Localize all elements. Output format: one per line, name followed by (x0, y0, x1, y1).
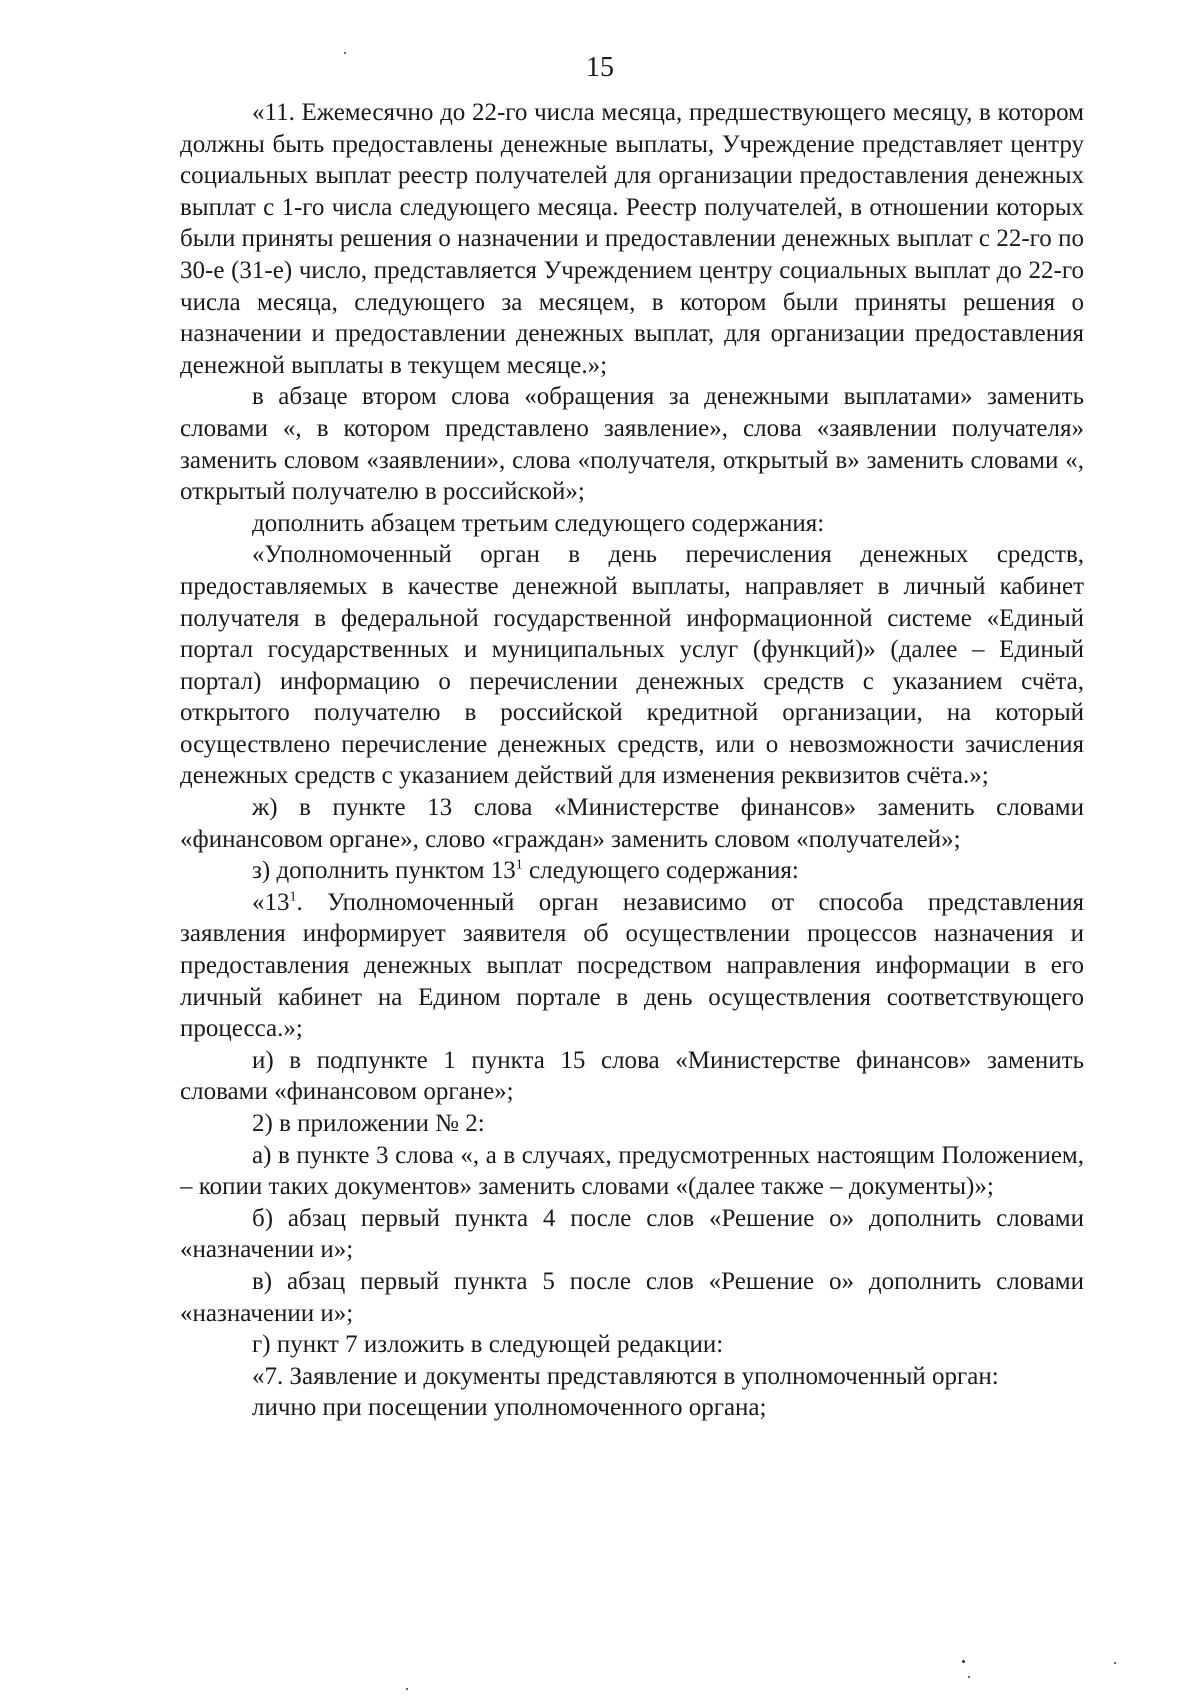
paragraph-v: в) абзац первый пункта 5 после слов «Решение о» дополнить словами «назначении и»; (180, 1267, 1084, 1327)
paragraph-z-before: з) дополнить пунктом 13 (252, 857, 516, 885)
paragraph-abzac-vtorom: в абзаце втором слова «обращения за денежными выплатами» заменить словами «, в котором представлено заявление», слова «заявлении получателя» заменить словом «заявлении», слова «получателя, открытый в» заменить словами «, открытый получателю в российской»; (180, 383, 1084, 506)
scan-speck (406, 1688, 408, 1690)
paragraph-item-11: «11. Ежемесячно до 22-го числа месяца, предшествующего месяцу, в котором должны быть предоставлены денежные выплаты, Учреждение представляет центру социальных выплат реестр получателей для организации предоставления денежных выплат с 1-го числа следующего месяца. Реестр получателей, в отношении которых были приняты решения о назначении и предоставлении денежных выплат с 22-го по 30-е (31-е) число, представляется Учреждением центру социальных выплат до 22-го числа месяца, следующего за месяцем, в котором были приняты решения о назначении и предоставлении денежных выплат, для организации предоставления денежной выплаты в текущем месяце.»; (180, 99, 1084, 379)
paragraph-13-1-after: . Уполномоченный орган независимо от способа представления заявления информирует заявителя об осуществлении процессов назначения и предоставления денежных выплат посредством направления информации в его личный кабинет на Едином портале в день осуществления соответствующего процесса.»; (180, 888, 1084, 1043)
paragraph-lichno: лично при посещении уполномоченного органа; (252, 1394, 767, 1422)
paragraph-zh: ж) в пункте 13 слова «Министерстве финансов» заменить словами «финансовом органе», слово «граждан» заменить словом «получателей»; (180, 794, 1084, 853)
paragraph-i: и) в подпункте 1 пункта 15 слова «Министерстве финансов» заменить словами «финансовом органе»; (180, 1046, 1084, 1106)
paragraph-13-1 (180, 887, 1084, 1045)
scan-speck (344, 52, 346, 54)
paragraph-7: «7. Заявление и документы представляются в уполномоченный орган: (252, 1362, 999, 1390)
paragraph-13-1-before: «13 (252, 888, 290, 916)
document-body (180, 97, 1084, 1424)
paragraph-13-1-sup: 1 (289, 889, 297, 905)
paragraph-dopolnit-abzacem: дополнить абзацем третьим следующего содержания: (252, 509, 825, 537)
paragraph-z (180, 855, 1084, 887)
paragraph-a: а) в пункте 3 слова «, а в случаях, предусмотренных настоящим Положением, – копии таких документов» заменить словами «(далее также – документы)»; (180, 1141, 1084, 1201)
paragraph-z-after: следующего содержания: (522, 857, 799, 885)
scan-speck (968, 1676, 970, 1678)
paragraph-g: г) пункт 7 изложить в следующей редакции: (252, 1331, 724, 1359)
paragraph-upolnomochenny-organ: «Уполномоченный орган в день перечисления денежных средств, предоставляемых в качестве денежной выплаты, направляет в личный кабинет получателя в федеральной государственной информационной системе «Единый портал государственных и муниципальных услуг (функций)» (далее – Единый портал) информацию о перечислении денежных средств с указанием счёта, открытого получателю в российской кредитной организации, на который осуществлено перечисление денежных средств, или о невозможности зачисления денежных средств с указанием действий для изменения реквизитов счёта.»; (180, 541, 1084, 790)
page-number: 15 (586, 52, 614, 83)
scan-speck (962, 1660, 965, 1663)
paragraph-prilozhenie-2: 2) в приложении № 2: (252, 1110, 485, 1137)
paragraph-z-sup: 1 (515, 857, 523, 873)
scan-speck (1114, 1662, 1116, 1664)
paragraph-b: б) абзац первый пункта 4 после слов «Решение о» дополнить словами «назначении и»; (180, 1204, 1084, 1264)
